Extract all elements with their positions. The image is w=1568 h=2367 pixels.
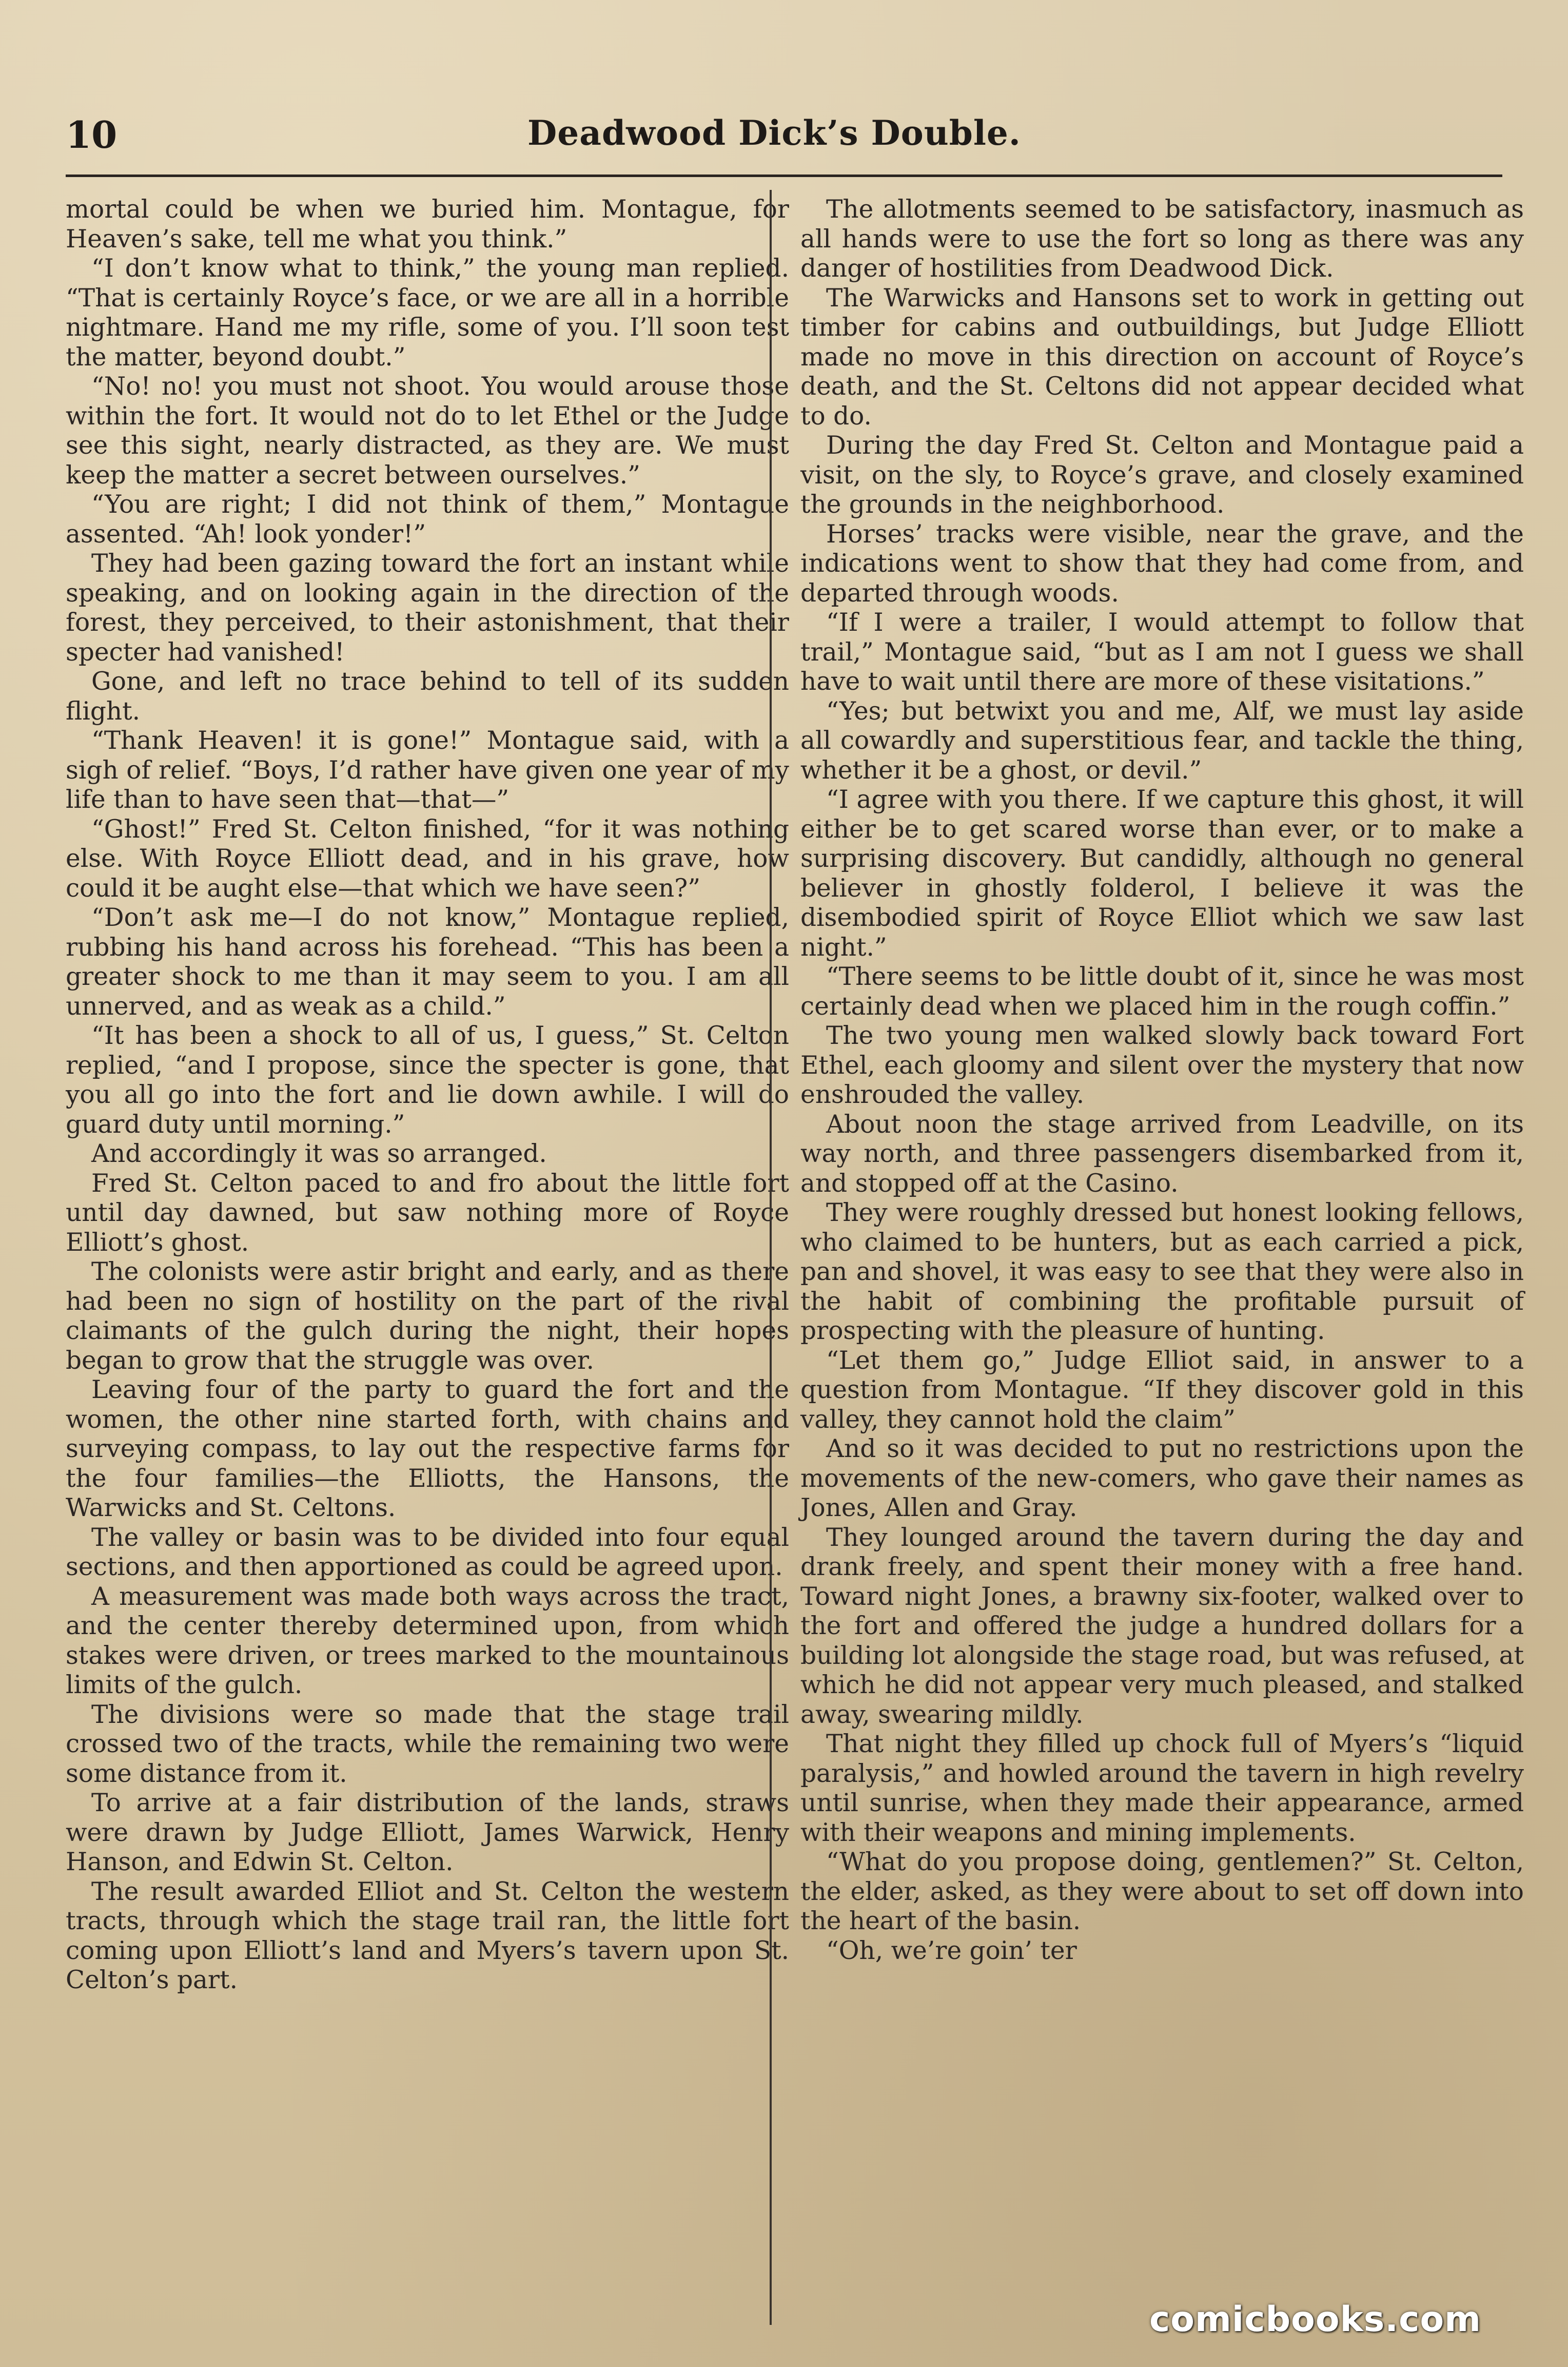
paragraph: “You are right; I did not think of them,” Montague assented. “Ah! look yonder!” <box>66 490 789 549</box>
paragraph: The Warwicks and Hansons set to work in getting out timber for cabins and outbuildings, but Judge Elliott made no move in this direction on account of Royce’s death, and the St. Celtons did not appear decided what to do. <box>800 283 1524 431</box>
right-column <box>800 195 1524 1966</box>
paragraph: The divisions were so made that the stage trail crossed two of the tracts, while the remaining two were some distance from it. <box>66 1700 789 1788</box>
paragraph: Gone, and left no trace behind to tell of its sudden flight. <box>66 667 789 726</box>
paragraph: And so it was decided to put no restrictions upon the movements of the new-comers, who gave their names as Jones, Allen and Gray. <box>800 1434 1524 1522</box>
paragraph: And accordingly it was so arranged. <box>91 1139 547 1168</box>
paragraph: “Thank Heaven! it is gone!” Montague said, with a sigh of relief. “Boys, I’d rather have given one year of my life than to have seen that—that—” <box>66 726 789 814</box>
paragraph: They were roughly dressed but honest looking fellows, who claimed to be hunters, but as each carried a pick, pan and shovel, it was easy to see that they were also in the habit of combining the profitable pursuit of prospecting with the pleasure of hunting. <box>800 1198 1524 1345</box>
paragraph: “Yes; but betwixt you and me, Alf, we must lay aside all cowardly and superstitious fear, and tackle the thing, whether it be a ghost, or devil.” <box>800 696 1524 785</box>
paragraph: They lounged around the tavern during the day and drank freely, and spent their money with a free hand. Toward night Jones, a brawny six-footer, walked over to the fort and offered the judge a hundred dollars for a building lot alongside the stage road, but was refused, at which he did not appear very much pleased, and stalked away, swearing mildly. <box>800 1523 1524 1729</box>
paragraph: A measurement was made both ways across the tract, and the center thereby determined upon, from which stakes were driven, or trees marked to the mountainous limits of the gulch. <box>66 1582 789 1699</box>
paragraph: The result awarded Elliot and St. Celton the western tracts, through which the stage trail ran, the little fort coming upon Elliott’s land and Myers’s tavern upon St. Celton’s part. <box>66 1877 789 1994</box>
paragraph: The allotments seemed to be satisfactory, inasmuch as all hands were to use the fort so long as there was any danger of hostilities from Deadwood Dick. <box>800 195 1524 283</box>
paragraph: “I agree with you there. If we capture this ghost, it will either be to get scared worse than ever, or to make a surprising discovery. But candidly, although no general believer in ghostly folderol, I believe it was the disembodied spirit of Royce Elliot which we saw last night.” <box>800 785 1524 962</box>
paragraph: Horses’ tracks were visible, near the grave, and the indications went to show that they had come from, and departed through woods. <box>800 519 1524 608</box>
paragraph: The colonists were astir bright and early, and as there had been no sign of hostility on the part of the rival claimants of the gulch during the night, their hopes began to grow that the struggle was over. <box>66 1257 789 1375</box>
paragraph: “Oh, we’re goin’ ter <box>826 1936 1077 1965</box>
paragraph: “It has been a shock to all of us, I guess,” St. Celton replied, “and I propose, since the specter is gone, that you all go into the fort and lie down awhile. I will do guard duty until morning.” <box>66 1021 789 1139</box>
paragraph: “There seems to be little doubt of it, since he was most certainly dead when we placed him in the rough coffin.” <box>800 962 1524 1021</box>
running-title: Deadwood Dick’s Double. <box>527 113 1021 153</box>
paragraph: About noon the stage arrived from Leadville, on its way north, and three passengers disembarked from it, and stopped off at the Casino. <box>800 1110 1524 1198</box>
page-header <box>66 108 1502 169</box>
paragraph: “Let them go,” Judge Elliot said, in answer to a question from Montague. “If they discover gold in this valley, they cannot hold the claim” <box>800 1346 1524 1434</box>
paragraph: “Ghost!” Fred St. Celton finished, “for it was nothing else. With Royce Elliott dead, and in his grave, how could it be aught else—that which we have seen?” <box>66 814 789 903</box>
paragraph: “If I were a trailer, I would attempt to follow that trail,” Montague said, “but as I am not I guess we shall have to wait until there are more of these visitations.” <box>800 608 1524 696</box>
paragraph: The two young men walked slowly back toward Fort Ethel, each gloomy and silent over the mystery that now enshrouded the valley. <box>800 1021 1524 1109</box>
watermark: comicbooks.com <box>1149 2299 1482 2340</box>
paragraph: mortal could be when we buried him. Montague, for Heaven’s sake, tell me what you think.” <box>66 195 789 254</box>
paragraph: “No! no! you must not shoot. You would arouse those within the fort. It would not do to let Ethel or the Judge see this sight, nearly distracted, as they are. We must keep the matter a secret between ourselves.” <box>66 372 789 490</box>
column-divider <box>770 190 772 2325</box>
paragraph: To arrive at a fair distribution of the lands, straws were drawn by Judge Elliott, James Warwick, Henry Hanson, and Edwin St. Celton. <box>66 1789 789 1876</box>
paragraph: Fred St. Celton paced to and fro about the little fort until day dawned, but saw nothing more of Royce Elliott’s ghost. <box>66 1169 789 1257</box>
paragraph: “I don’t know what to think,” the young man replied. “That is certainly Royce’s face, or we are all in a horrible nightmare. Hand me my rifle, some of you. I’ll soon test the matter, beyond doubt.” <box>66 254 789 372</box>
page-number: 10 <box>66 113 117 157</box>
header-rule <box>66 174 1502 177</box>
paragraph: They had been gazing toward the fort an instant while speaking, and on looking again in the direction of the forest, they perceived, to their astonishment, that their specter had vanished! <box>66 549 789 667</box>
left-column <box>66 195 789 1995</box>
paragraph: The valley or basin was to be divided into four equal sections, and then apportioned as could be agreed upon. <box>66 1523 789 1581</box>
paragraph: “What do you propose doing, gentlemen?” St. Celton, the elder, asked, as they were about to set off down into the heart of the basin. <box>800 1848 1524 1935</box>
paragraph: That night they filled up chock full of Myers’s “liquid paralysis,” and howled around the tavern in high revelry until sunrise, when they made their appearance, armed with their weapons and mining implements. <box>800 1730 1524 1847</box>
paragraph: During the day Fred St. Celton and Montague paid a visit, on the sly, to Royce’s grave, and closely examined the grounds in the neighborhood. <box>800 431 1524 519</box>
paragraph: “Don’t ask me—I do not know,” Montague replied, rubbing his hand across his forehead. “This has been a greater shock to me than it may seem to you. I am all unnerved, and as weak as a child.” <box>66 903 789 1021</box>
paragraph: Leaving four of the party to guard the fort and the women, the other nine started forth, with chains and surveying compass, to lay out the respective farms for the four families—the Elliotts, the Hansons, the Warwicks and St. Celtons. <box>66 1375 789 1522</box>
